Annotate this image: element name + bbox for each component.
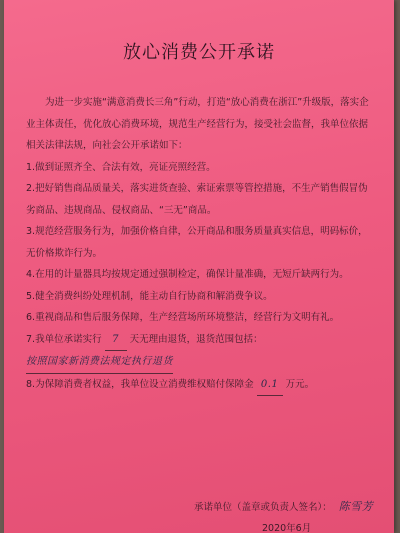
item7-prefix: 7.我单位承诺实行 — [26, 333, 102, 345]
commitment-item-6: 6.重视商品和售后服务保障，生产经营场所环境整洁，经营行为文明有礼。 — [26, 312, 340, 323]
item8-prefix: 8.为保障消费者权益，我单位设立消费维权赔付保障金 — [26, 378, 254, 390]
item8-suffix: 万元。 — [285, 378, 315, 390]
commitment-item-7 — [26, 329, 376, 374]
commitment-item-2: 2.把好销售商品质量关，落实进货查验、索证索票等管控措施，不生产销售假冒伪劣商品、违规商品、侵权商品、“三无”商品。 — [26, 183, 368, 216]
document-title: 放心消费公开承诺 — [123, 42, 275, 63]
signature-label: 承诺单位（盖章或负责人签名）： — [194, 502, 332, 513]
commitment-item-1: 1.做到证照齐全、合法有效，亮证亮照经营。 — [26, 161, 216, 173]
document-date: 2020年6月 — [262, 523, 312, 533]
commitment-item-3: 3.规范经营服务行为，加强价格自律，公开商品和服务质量真实信息，明码标价，无价格欺诈行为。 — [26, 226, 368, 259]
return-days-handwritten: 7 — [105, 329, 127, 352]
commitment-item-4: 4.在用的计量器具均按规定通过强制检定，确保计量准确，无短斤缺两行为。 — [26, 269, 349, 280]
signature-row — [194, 498, 373, 514]
commitment-item-8 — [26, 374, 376, 397]
item7-middle: 天无理由退货，退货范围包括： — [129, 333, 263, 345]
deposit-amount-handwritten: 0.1 — [257, 374, 283, 397]
document-body — [26, 92, 376, 396]
return-scope-handwritten: 按照国家新消费法规定执行退货 — [26, 351, 173, 374]
commitment-document — [4, 0, 394, 533]
signature-name-handwritten: 陈雪芳 — [338, 500, 374, 513]
commitment-item-5: 5.健全消费纠纷处理机制，能主动自行协商和解消费争议。 — [26, 290, 273, 302]
intro-paragraph: 为进一步实施“满意消费长三角”行动，打造“放心消费在浙江”升级版，落实企业主体责任，优化放心消费环境，规范生产经营行为，接受社会监督，我单位依据相关法律法规，向社会公开承诺如下： — [26, 97, 369, 151]
